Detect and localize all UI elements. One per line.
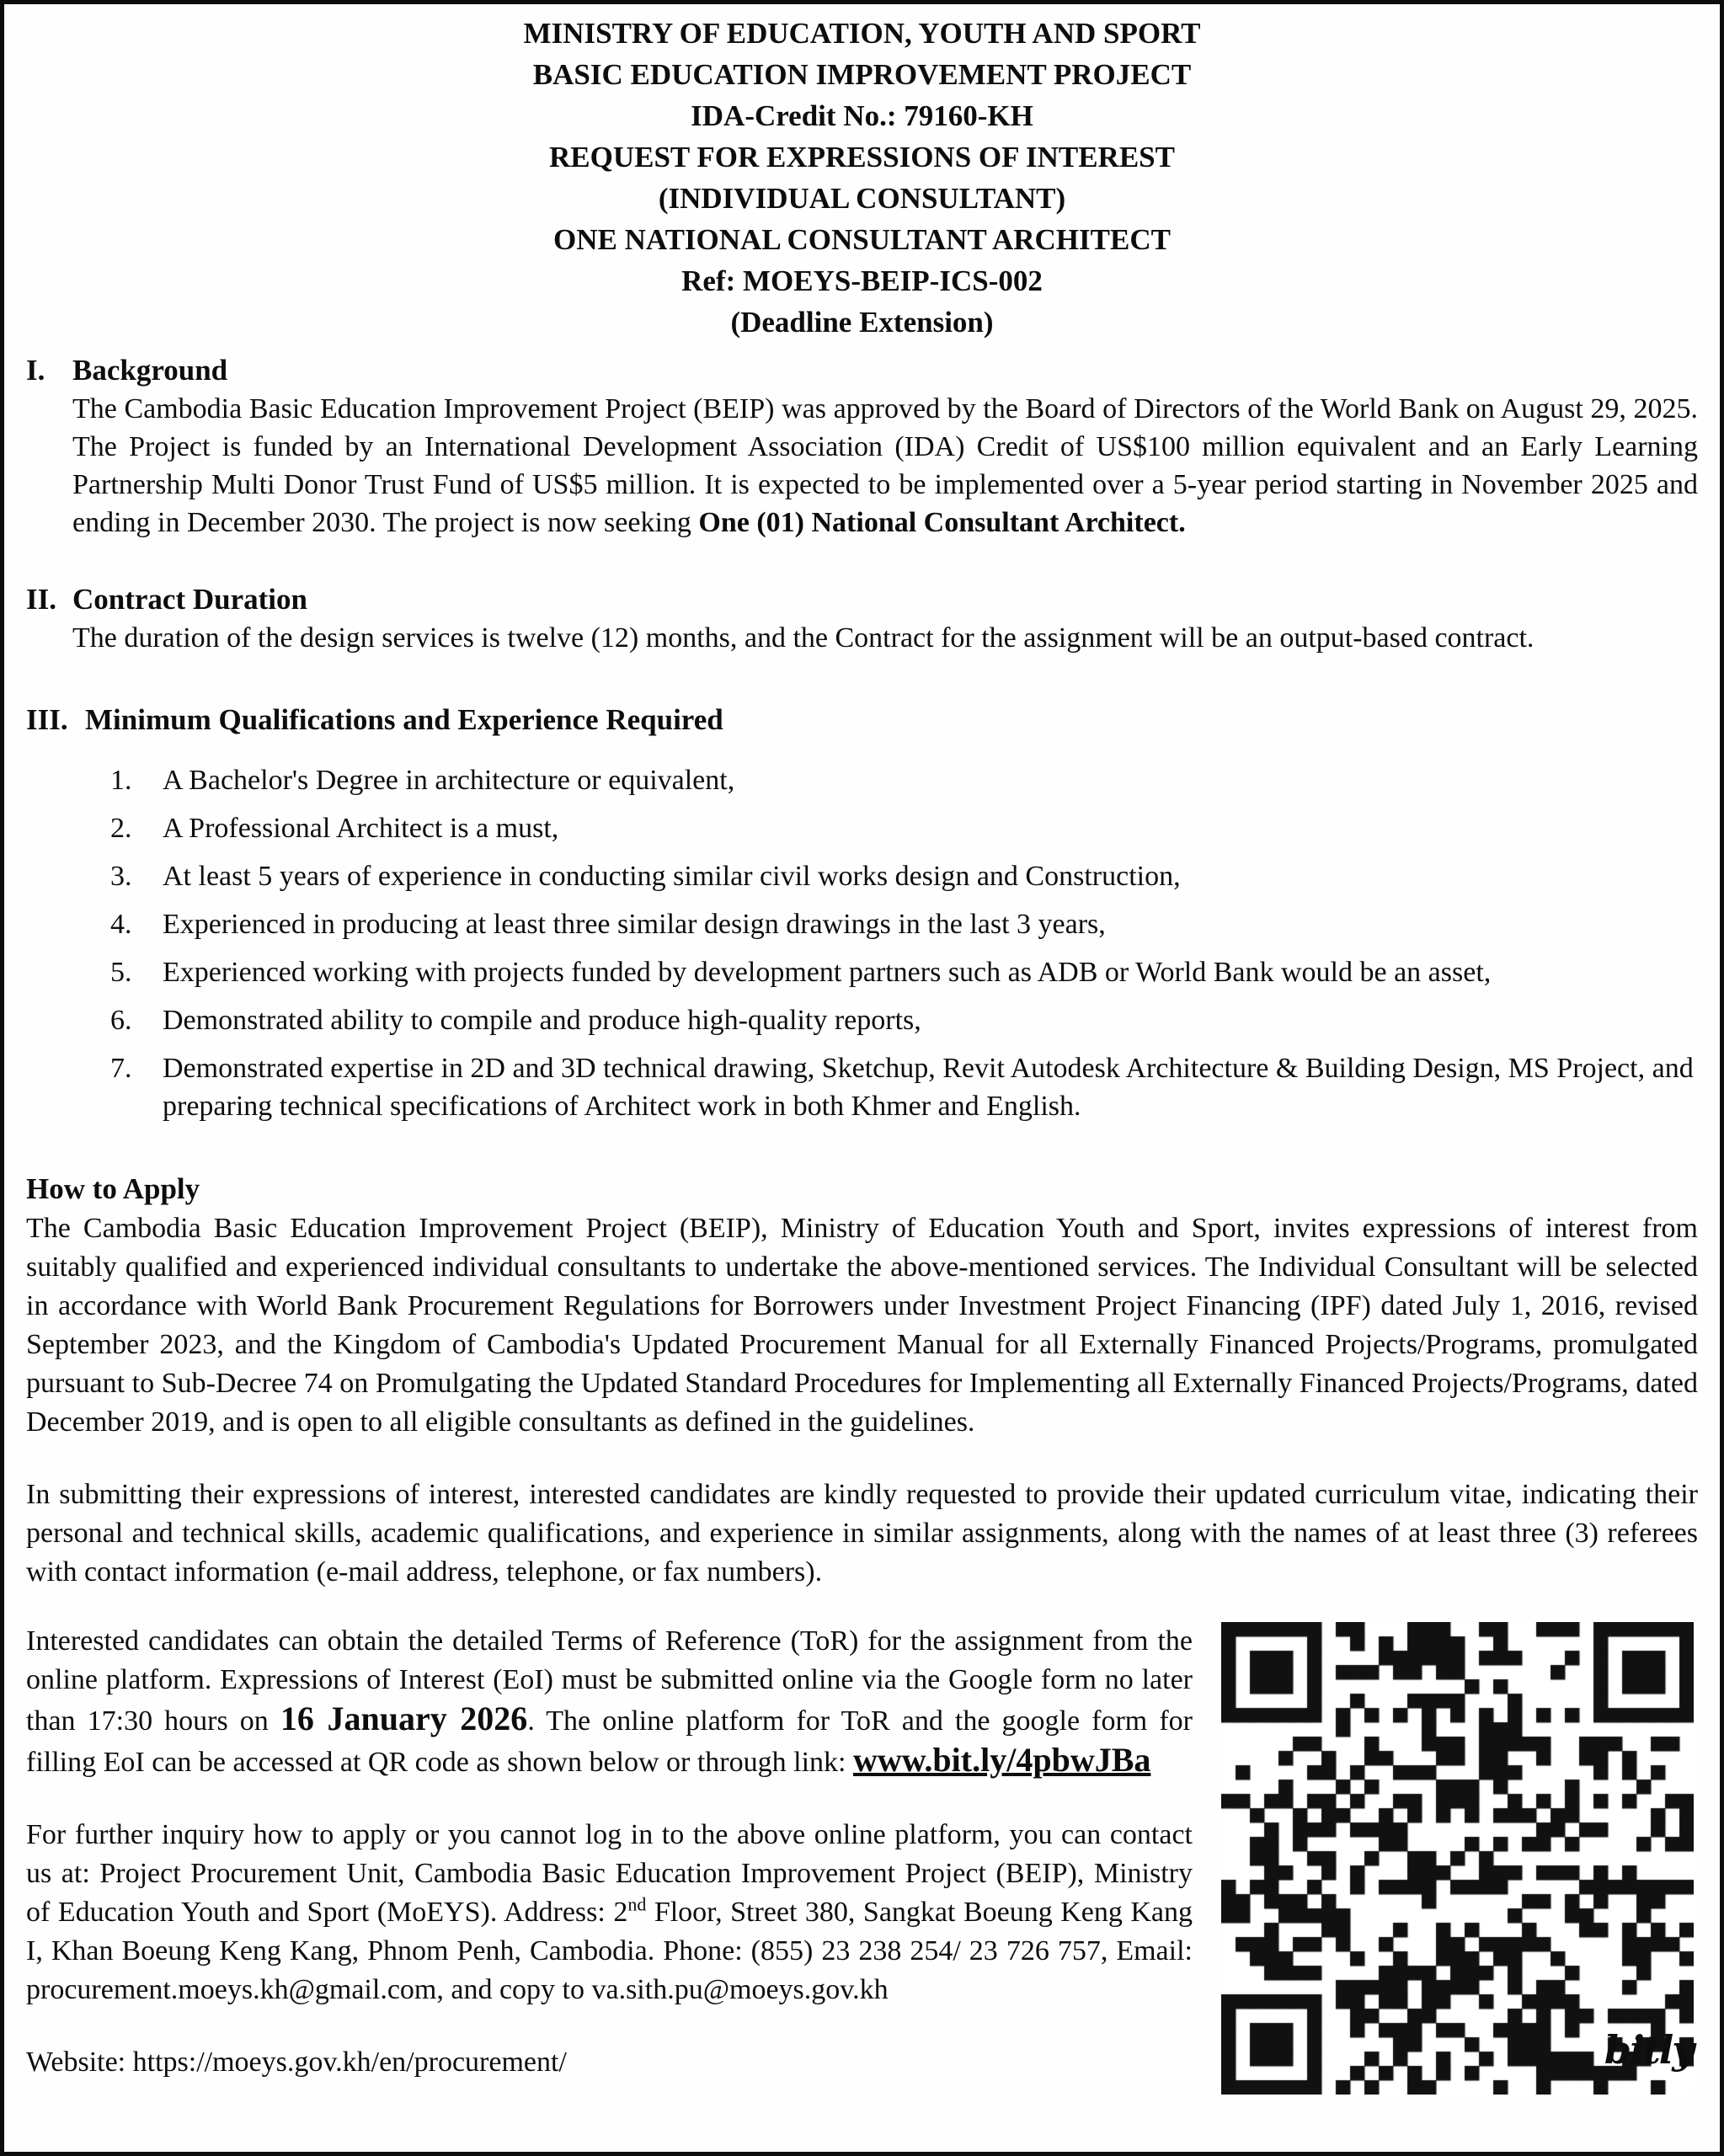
paragraph-contact (26, 1816, 1193, 2009)
qualification-item: At least 5 years of experience in conducting similar civil works design and Construction, (163, 861, 1181, 892)
section-background-heading (26, 351, 1698, 390)
section-contract-heading (26, 580, 1698, 619)
qr-code (1221, 1622, 1694, 2095)
section-contract-body: The duration of the design services is twelve (12) months, and the Contract for the assignment will be an output-based contract. (72, 622, 1535, 654)
tor-text: Interested candidates can obtain the detailed Terms of Reference (ToR) for the assignment from the online platform. Expressions of Interest (EoI) must be submitted online via the Google form no later than 17:30 hours on (26, 1625, 1193, 1737)
bottom-text-column (26, 1622, 1193, 2082)
qualification-item: Experienced in producing at least three similar design drawings in the last 3 years, (163, 909, 1106, 940)
section-qualifications-heading (26, 701, 1698, 739)
section-background (26, 351, 1698, 542)
bitly-logo: bitly (1604, 2027, 1693, 2073)
section-background-title: Background (72, 354, 228, 387)
qualification-list (110, 761, 1698, 1125)
deadline-date: 16 January 2026 (280, 1700, 528, 1737)
section-contract-numeral: II. (26, 583, 56, 616)
header-ministry: MINISTRY OF EDUCATION, YOUTH AND SPORT (523, 17, 1201, 50)
website-line: Website: https://moeys.gov.kh/en/procurement/ (26, 2047, 567, 2078)
header-credit-no: IDA-Credit No.: 79160-KH (691, 99, 1033, 132)
tor-text-2: . The online platform for ToR and the google form for filling EoI can be accessed at QR code as shown below or through link: (26, 1705, 1193, 1778)
qr-block (1213, 1622, 1698, 2115)
qualification-item: Demonstrated expertise in 2D and 3D technical drawing, Sketchup, Revit Autodesk Architecture & Building Design, MS Project, and preparing technical specifications of Architect work in both Khmer and English. (163, 1053, 1694, 1122)
section-qualifications (26, 701, 1698, 1125)
section-background-body (72, 390, 1698, 542)
apply-paragraph-submission: In submitting their expressions of interest, interested candidates are kindly requested to provide their updated curriculum vitae, indicating their personal and technical skills, academic qualifications, and experience in similar assignments, along with the names of at least three (3) referees with contact information (e-mail address, telephone, or fax numbers). (26, 1479, 1698, 1588)
bottom-area (26, 1622, 1698, 2115)
how-to-apply-section (26, 1169, 1698, 1592)
document-header (26, 13, 1698, 343)
section-contract (26, 580, 1698, 657)
header-consultant-type: (INDIVIDUAL CONSULTANT) (658, 182, 1066, 215)
apply-paragraph-selection: The Cambodia Basic Education Improvement Project (BEIP), Ministry of Education Youth and Sport, invites expressions of interest from suitably qualified and experienced individual consultants to undertake the above-mentioned services. The Individual Consultant will be selected in accordance with World Bank Procurement Regulations for Borrowers under Investment Project Financing (IPF) dated July 1, 2016, revised September 2023, and the Kingdom of Cambodia's Updated Procurement Manual for all Externally Financed Projects/Programs, promulgated pursuant to Sub-Decree 74 on Promulgating the Updated Standard Procedures for Implementing all Externally Financed Projects/Programs, dated December 2019, and is open to all eligible consultants as defined in the guidelines. (26, 1213, 1698, 1438)
ordinal-suffix: nd (627, 1893, 647, 1915)
header-deadline-extension: (Deadline Extension) (730, 306, 994, 339)
section-background-numeral: I. (26, 354, 45, 387)
header-project: BASIC EDUCATION IMPROVEMENT PROJECT (532, 58, 1192, 91)
qualification-item: A Professional Architect is a must, (163, 813, 559, 844)
section-contract-title: Contract Duration (72, 583, 307, 616)
paragraph-tor-deadline (26, 1622, 1193, 1782)
how-to-apply-title: How to Apply (26, 1172, 200, 1205)
qualification-item: A Bachelor's Degree in architecture or equivalent, (163, 765, 735, 796)
contact-text-2: Floor, Street 380, Sangkat Boeung Keng Kang I, Khan Boeung Keng Kang, Phnom Penh, Cambodia. Phone: (855) 23 238 254/ 23 726 757, Email: procurement.moeys.kh@gmail.com, and copy to va.sith.pu@moeys.gov.kh (26, 1897, 1193, 2005)
bitly-link[interactable]: www.bit.ly/4pbwJBa (852, 1741, 1151, 1779)
section-qualifications-numeral: III. (26, 703, 68, 736)
header-ref: Ref: MOEYS-BEIP-ICS-002 (681, 264, 1043, 297)
header-position: ONE NATIONAL CONSULTANT ARCHITECT (553, 223, 1171, 256)
section-qualifications-title: Minimum Qualifications and Experience Required (85, 703, 723, 736)
qualification-item: Experienced working with projects funded by development partners such as ADB or World Bank would be an asset, (163, 957, 1492, 988)
background-seeking-bold: One (01) National Consultant Architect. (698, 507, 1186, 538)
header-request-title: REQUEST FOR EXPRESSIONS OF INTEREST (549, 141, 1175, 173)
contact-text: For further inquiry how to apply or you cannot log in to the above online platform, you can contact us at: Project Procurement Unit, Cambodia Basic Education Improvement Project (BEIP), Ministry of Education Youth and Sport (MoEYS). Address: 2 (26, 1819, 1193, 1928)
background-text: The Cambodia Basic Education Improvement Project (BEIP) was approved by the Board of Directors of the World Bank on August 29, 2025. The Project is funded by an International Development Association (IDA) Credit of US$100 million equivalent and an Early Learning Partnership Multi Donor Trust Fund of US$5 million. It is expected to be implemented over a 5-year period starting in November 2025 and ending in December 2030. The project is now seeking (72, 393, 1698, 538)
qualification-item: Demonstrated ability to compile and produce high-quality reports, (163, 1005, 921, 1036)
